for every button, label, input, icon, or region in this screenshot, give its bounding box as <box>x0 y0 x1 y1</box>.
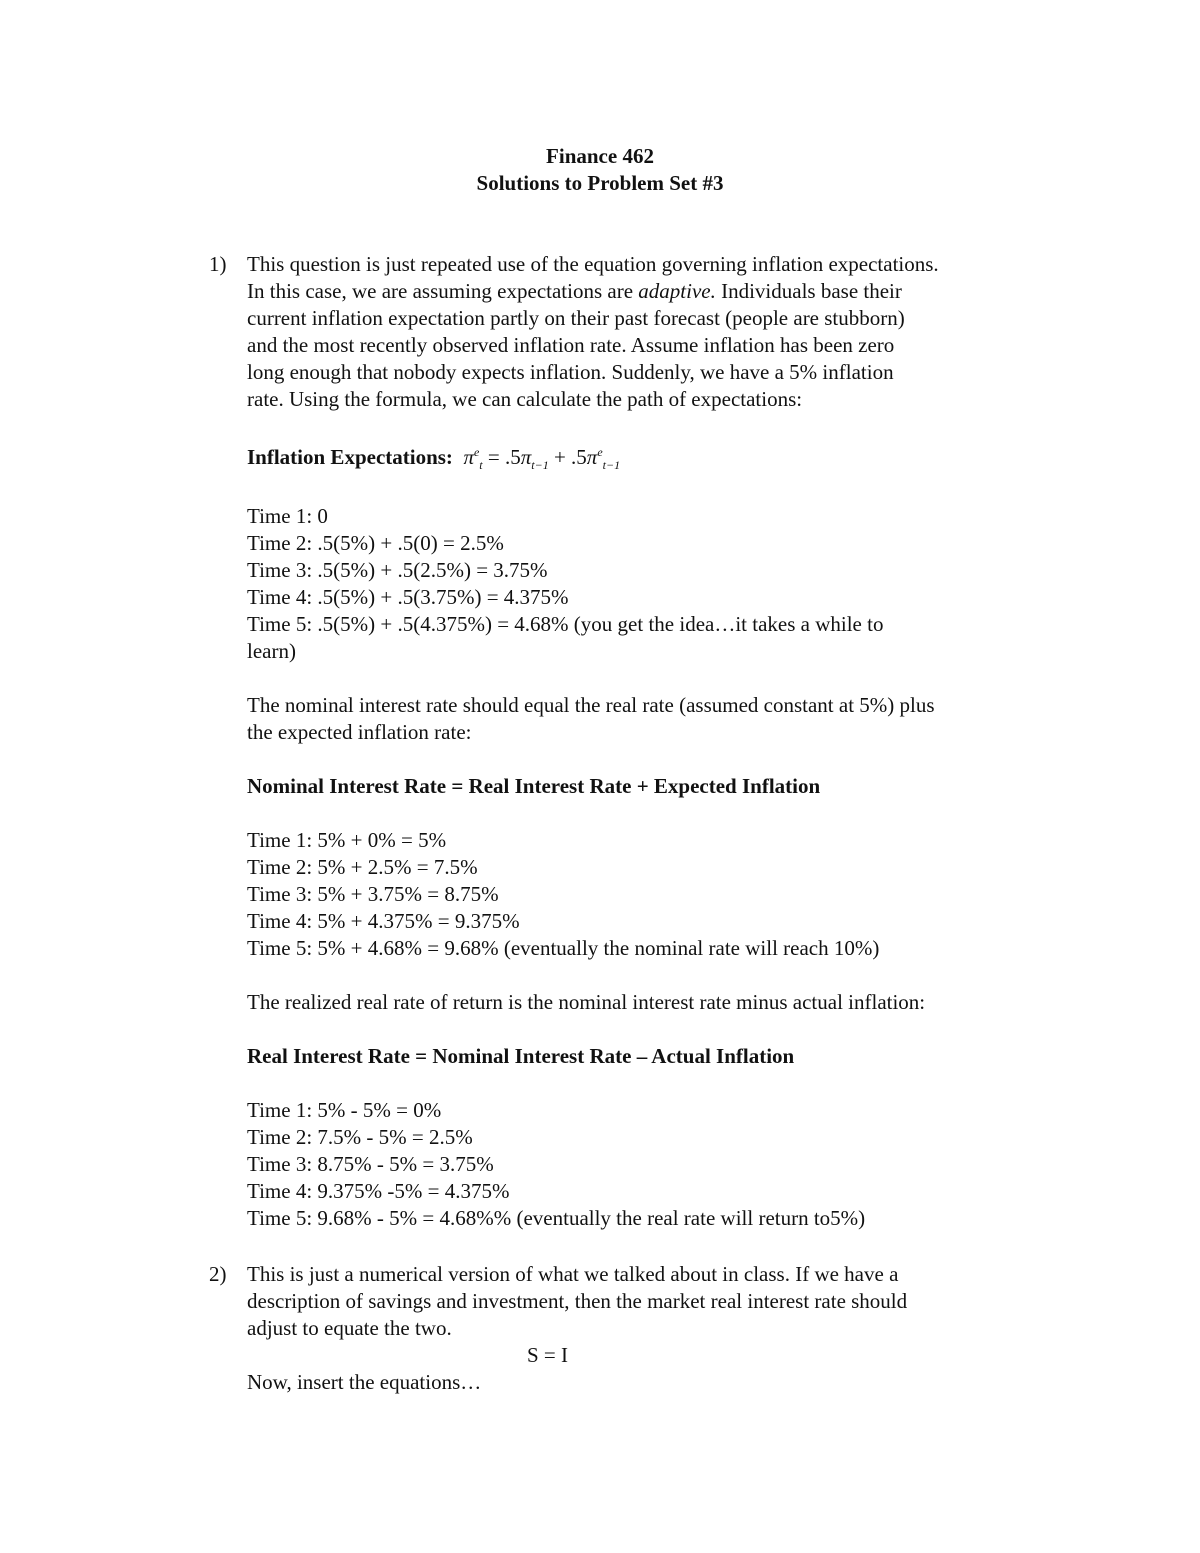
q1-intro-line: current inflation expectation partly on their past forecast (people are stubborn) <box>247 306 905 330</box>
q1-intro-text: In this case, we are assuming expectations are <box>247 279 634 303</box>
formula-plus: + .5 <box>548 445 587 469</box>
expectation-row: Time 3: .5(5%) + .5(2.5%) = 3.75% <box>247 558 548 582</box>
real-intro-line: The realized real rate of return is the nominal interest rate minus actual inflation: <box>247 990 926 1014</box>
q1-intro-line: and the most recently observed inflation rate. Assume inflation has been zero <box>247 333 895 357</box>
formula-equals: = .5 <box>482 445 521 469</box>
q1-intro-line: long enough that nobody expects inflation. Suddenly, we have a 5% inflation <box>247 360 894 384</box>
inflation-expectations-formula <box>247 444 620 471</box>
nominal-row: Time 1: 5% + 0% = 5% <box>247 828 447 852</box>
nominal-row: Time 5: 5% + 4.68% = 9.68% (eventually the nominal rate will reach 10%) <box>247 936 880 960</box>
q2-line: adjust to equate the two. <box>247 1316 452 1340</box>
nominal-row: Time 3: 5% + 3.75% = 8.75% <box>247 882 499 906</box>
q1-intro-line: This question is just repeated use of the equation governing inflation expectations. <box>247 252 939 276</box>
real-row: Time 1: 5% - 5% = 0% <box>247 1098 442 1122</box>
formula-superscript: e <box>473 445 480 459</box>
formula-superscript: e <box>597 445 603 459</box>
formula-subscript: t−1 <box>602 458 621 473</box>
formula-subscript: t <box>479 458 483 473</box>
pi-symbol: π <box>520 445 532 469</box>
nominal-rate-heading: Nominal Interest Rate = Real Interest Rate + Expected Inflation <box>247 774 821 798</box>
formula-label: Inflation Expectations: <box>247 445 453 469</box>
q1-intro-text: Individuals base their <box>715 279 902 303</box>
nominal-row: Time 4: 5% + 4.375% = 9.375% <box>247 909 520 933</box>
real-row: Time 5: 9.68% - 5% = 4.68%% (eventually the real rate will return to5%) <box>247 1206 866 1230</box>
q1-intro-line <box>247 278 902 305</box>
expectation-row: Time 1: 0 <box>247 504 328 528</box>
nominal-row: Time 2: 5% + 2.5% = 7.5% <box>247 855 478 879</box>
question-2-number: 2) <box>209 1262 227 1286</box>
expectation-row: Time 5: .5(5%) + .5(4.375%) = 4.68% (you get the idea…it takes a while to <box>247 612 884 636</box>
expectation-row: Time 4: .5(5%) + .5(3.75%) = 4.375% <box>247 585 569 609</box>
real-row: Time 3: 8.75% - 5% = 3.75% <box>247 1152 494 1176</box>
expectation-row: learn) <box>247 639 296 663</box>
real-row: Time 4: 9.375% -5% = 4.375% <box>247 1179 510 1203</box>
q2-line: This is just a numerical version of what we talked about in class. If we have a <box>247 1262 899 1286</box>
real-row: Time 2: 7.5% - 5% = 2.5% <box>247 1125 473 1149</box>
nominal-intro-line: the expected inflation rate: <box>247 720 472 744</box>
question-1-number: 1) <box>209 252 227 276</box>
q2-line: description of savings and investment, then the market real interest rate should <box>247 1289 908 1313</box>
pi-symbol: π <box>586 445 598 469</box>
document-subtitle: Solutions to Problem Set #3 <box>476 171 724 195</box>
nominal-intro-line: The nominal interest rate should equal the real rate (assumed constant at 5%) plus <box>247 693 935 717</box>
pi-symbol: π <box>463 445 474 469</box>
q1-intro-line: rate. Using the formula, we can calculate the path of expectations: <box>247 387 803 411</box>
savings-investment-equation: S = I <box>527 1343 569 1367</box>
q1-adaptive-word: adaptive. <box>638 279 716 303</box>
formula-expression <box>458 445 621 473</box>
formula-subscript: t−1 <box>531 458 549 473</box>
expectation-row: Time 2: .5(5%) + .5(0) = 2.5% <box>247 531 504 555</box>
real-rate-heading: Real Interest Rate = Nominal Interest Rate – Actual Inflation <box>247 1044 795 1068</box>
q2-closing-line: Now, insert the equations… <box>247 1370 482 1394</box>
document-title: Finance 462 <box>546 144 654 168</box>
